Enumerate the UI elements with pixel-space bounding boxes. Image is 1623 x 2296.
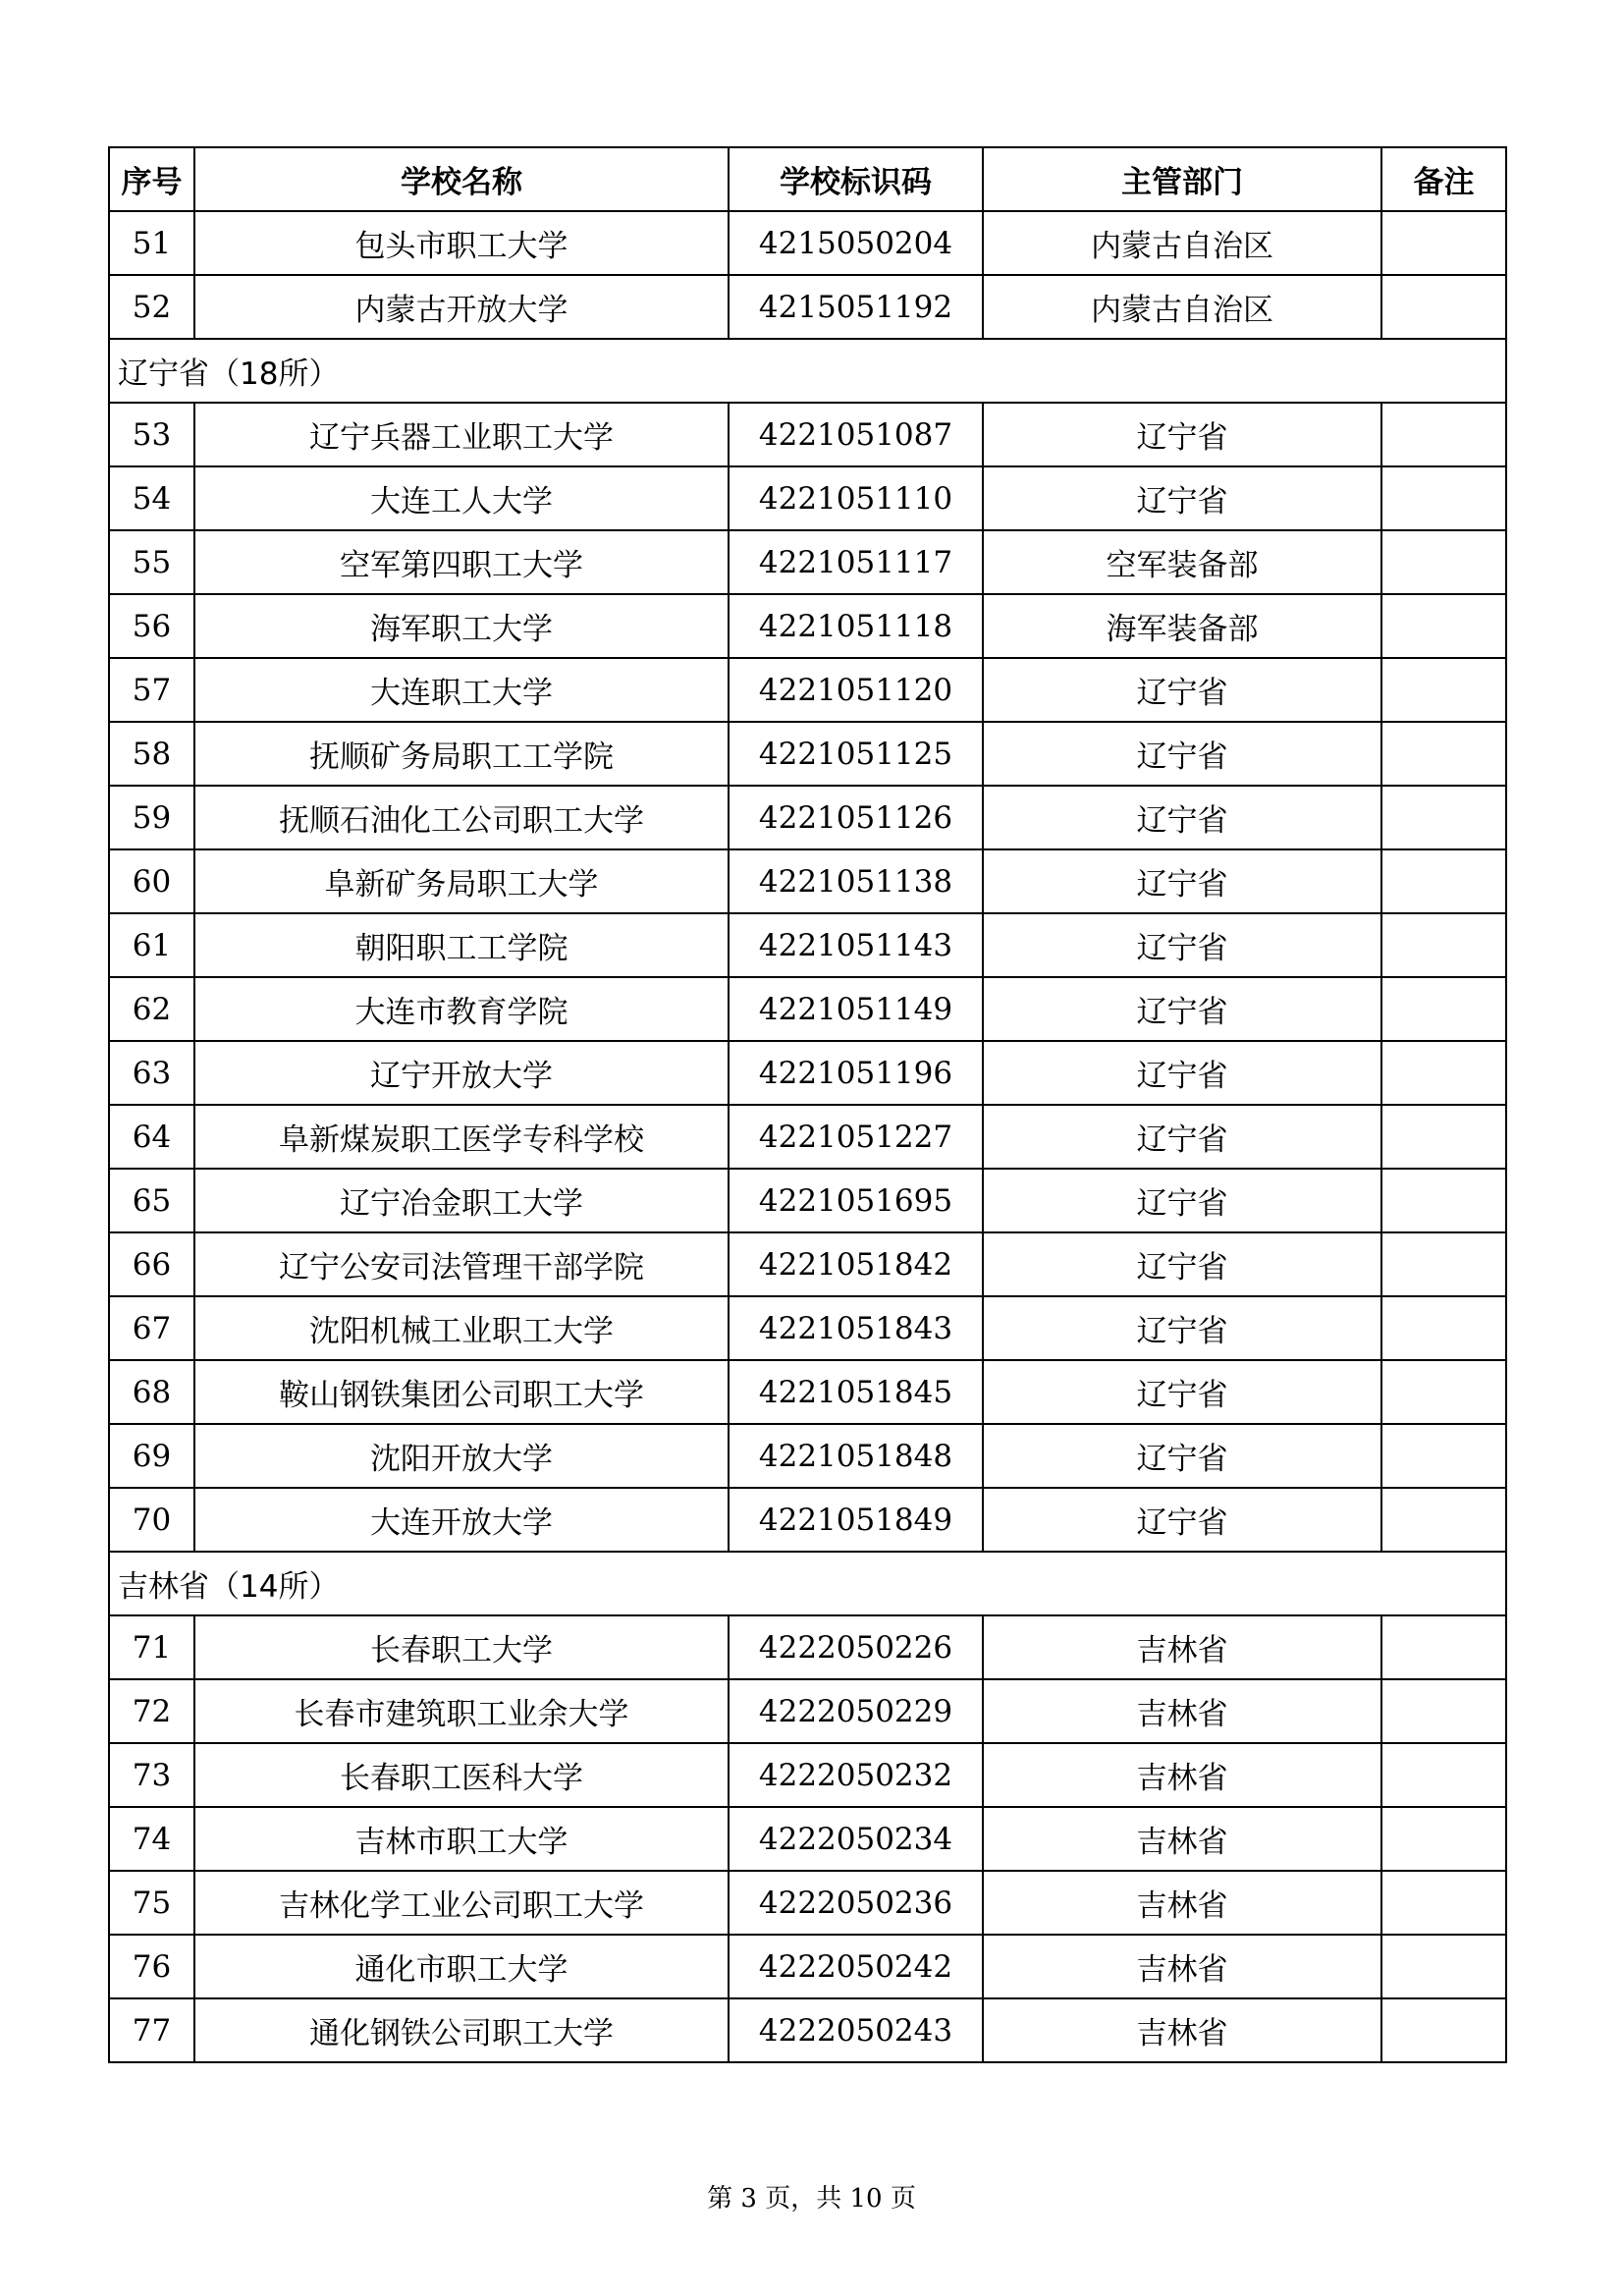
table-body	[109, 211, 1506, 2062]
school-name-cell: 鞍山钢铁集团公司职工大学	[194, 1360, 729, 1424]
seq-cell: 53	[109, 403, 194, 466]
remarks-cell	[1381, 1360, 1506, 1424]
seq-cell: 68	[109, 1360, 194, 1424]
header-department: 主管部门	[983, 147, 1381, 211]
department-cell: 吉林省	[983, 1679, 1381, 1743]
school-code-cell: 4222050234	[729, 1807, 983, 1871]
remarks-cell	[1381, 1615, 1506, 1679]
table-row	[109, 1424, 1506, 1488]
school-list-table	[108, 146, 1507, 2063]
school-code-cell: 4221051120	[729, 658, 983, 722]
section-label: 吉林省（14所）	[109, 1552, 1506, 1615]
department-cell: 空军装备部	[983, 530, 1381, 594]
seq-cell: 58	[109, 722, 194, 786]
school-name-cell: 吉林化学工业公司职工大学	[194, 1871, 729, 1935]
department-cell: 辽宁省	[983, 1041, 1381, 1105]
department-cell: 内蒙古自治区	[983, 275, 1381, 339]
school-name-cell: 辽宁兵器工业职工大学	[194, 403, 729, 466]
school-name-cell: 阜新矿务局职工大学	[194, 849, 729, 913]
seq-cell: 60	[109, 849, 194, 913]
seq-cell: 66	[109, 1232, 194, 1296]
department-cell: 吉林省	[983, 1998, 1381, 2062]
remarks-cell	[1381, 786, 1506, 849]
department-cell: 辽宁省	[983, 1360, 1381, 1424]
seq-cell: 75	[109, 1871, 194, 1935]
seq-cell: 61	[109, 913, 194, 977]
department-cell: 辽宁省	[983, 913, 1381, 977]
table-row	[109, 913, 1506, 977]
school-code-cell: 4221051845	[729, 1360, 983, 1424]
department-cell: 吉林省	[983, 1871, 1381, 1935]
table-row	[109, 1935, 1506, 1998]
school-code-cell: 4221051087	[729, 403, 983, 466]
table-row	[109, 1488, 1506, 1552]
school-name-cell: 沈阳开放大学	[194, 1424, 729, 1488]
table-row	[109, 275, 1506, 339]
department-cell: 辽宁省	[983, 658, 1381, 722]
school-code-cell: 4221051143	[729, 913, 983, 977]
school-code-cell: 4221051126	[729, 786, 983, 849]
school-code-cell: 4221051695	[729, 1169, 983, 1232]
seq-cell: 55	[109, 530, 194, 594]
school-code-cell: 4222050226	[729, 1615, 983, 1679]
department-cell: 辽宁省	[983, 1232, 1381, 1296]
table-row	[109, 1743, 1506, 1807]
school-name-cell: 大连开放大学	[194, 1488, 729, 1552]
department-cell: 辽宁省	[983, 1105, 1381, 1169]
school-code-cell: 4222050229	[729, 1679, 983, 1743]
department-cell: 辽宁省	[983, 1169, 1381, 1232]
remarks-cell	[1381, 1424, 1506, 1488]
school-name-cell: 空军第四职工大学	[194, 530, 729, 594]
school-name-cell: 大连市教育学院	[194, 977, 729, 1041]
remarks-cell	[1381, 1296, 1506, 1360]
seq-cell: 63	[109, 1041, 194, 1105]
school-name-cell: 通化市职工大学	[194, 1935, 729, 1998]
page-footer: 第 3 页，共 10 页	[707, 2184, 916, 2214]
seq-cell: 62	[109, 977, 194, 1041]
school-code-cell: 4221051849	[729, 1488, 983, 1552]
remarks-cell	[1381, 211, 1506, 275]
table-row	[109, 1169, 1506, 1232]
remarks-cell	[1381, 1679, 1506, 1743]
table-row	[109, 403, 1506, 466]
school-code-cell: 4221051842	[729, 1232, 983, 1296]
header-remarks: 备注	[1381, 147, 1506, 211]
school-name-cell: 长春市建筑职工业余大学	[194, 1679, 729, 1743]
header-school-name: 学校名称	[194, 147, 729, 211]
department-cell: 辽宁省	[983, 1296, 1381, 1360]
seq-cell: 67	[109, 1296, 194, 1360]
school-name-cell: 包头市职工大学	[194, 211, 729, 275]
seq-cell: 59	[109, 786, 194, 849]
table-row	[109, 1360, 1506, 1424]
seq-cell: 52	[109, 275, 194, 339]
table-row	[109, 1296, 1506, 1360]
table-row	[109, 977, 1506, 1041]
department-cell: 辽宁省	[983, 466, 1381, 530]
section-row	[109, 1552, 1506, 1615]
table-row	[109, 722, 1506, 786]
table-row	[109, 1232, 1506, 1296]
school-code-cell: 4221051149	[729, 977, 983, 1041]
school-name-cell: 阜新煤炭职工医学专科学校	[194, 1105, 729, 1169]
department-cell: 辽宁省	[983, 786, 1381, 849]
section-label: 辽宁省（18所）	[109, 339, 1506, 403]
school-code-cell: 4222050236	[729, 1871, 983, 1935]
school-name-cell: 内蒙古开放大学	[194, 275, 729, 339]
table-row	[109, 1041, 1506, 1105]
school-code-cell: 4221051117	[729, 530, 983, 594]
section-row	[109, 339, 1506, 403]
department-cell: 海军装备部	[983, 594, 1381, 658]
school-code-cell: 4221051125	[729, 722, 983, 786]
school-code-cell: 4222050242	[729, 1935, 983, 1998]
school-name-cell: 海军职工大学	[194, 594, 729, 658]
header-seq: 序号	[109, 147, 194, 211]
remarks-cell	[1381, 1041, 1506, 1105]
table-row	[109, 594, 1506, 658]
table-row	[109, 211, 1506, 275]
school-code-cell: 4221051843	[729, 1296, 983, 1360]
school-name-cell: 抚顺石油化工公司职工大学	[194, 786, 729, 849]
table-row	[109, 1105, 1506, 1169]
school-name-cell: 沈阳机械工业职工大学	[194, 1296, 729, 1360]
department-cell: 辽宁省	[983, 1488, 1381, 1552]
school-name-cell: 吉林市职工大学	[194, 1807, 729, 1871]
table-row	[109, 658, 1506, 722]
table-row	[109, 466, 1506, 530]
school-code-cell: 4222050232	[729, 1743, 983, 1807]
department-cell: 吉林省	[983, 1615, 1381, 1679]
remarks-cell	[1381, 658, 1506, 722]
remarks-cell	[1381, 594, 1506, 658]
header-row	[109, 147, 1506, 211]
school-code-cell: 4221051227	[729, 1105, 983, 1169]
school-code-cell: 4221051118	[729, 594, 983, 658]
department-cell: 辽宁省	[983, 849, 1381, 913]
remarks-cell	[1381, 977, 1506, 1041]
table-row	[109, 1615, 1506, 1679]
school-code-cell: 4221051196	[729, 1041, 983, 1105]
seq-cell: 71	[109, 1615, 194, 1679]
department-cell: 吉林省	[983, 1743, 1381, 1807]
table-row	[109, 786, 1506, 849]
seq-cell: 51	[109, 211, 194, 275]
department-cell: 吉林省	[983, 1935, 1381, 1998]
school-code-cell: 4221051110	[729, 466, 983, 530]
school-code-cell: 4215051192	[729, 275, 983, 339]
seq-cell: 77	[109, 1998, 194, 2062]
seq-cell: 69	[109, 1424, 194, 1488]
remarks-cell	[1381, 1935, 1506, 1998]
remarks-cell	[1381, 1743, 1506, 1807]
school-name-cell: 大连工人大学	[194, 466, 729, 530]
seq-cell: 65	[109, 1169, 194, 1232]
remarks-cell	[1381, 1232, 1506, 1296]
school-name-cell: 长春职工大学	[194, 1615, 729, 1679]
table-row	[109, 1679, 1506, 1743]
seq-cell: 54	[109, 466, 194, 530]
remarks-cell	[1381, 913, 1506, 977]
remarks-cell	[1381, 530, 1506, 594]
seq-cell: 74	[109, 1807, 194, 1871]
table-row	[109, 530, 1506, 594]
school-name-cell: 辽宁冶金职工大学	[194, 1169, 729, 1232]
remarks-cell	[1381, 1998, 1506, 2062]
school-code-cell: 4215050204	[729, 211, 983, 275]
seq-cell: 64	[109, 1105, 194, 1169]
seq-cell: 70	[109, 1488, 194, 1552]
remarks-cell	[1381, 403, 1506, 466]
remarks-cell	[1381, 1807, 1506, 1871]
seq-cell: 73	[109, 1743, 194, 1807]
department-cell: 内蒙古自治区	[983, 211, 1381, 275]
table-row	[109, 1807, 1506, 1871]
table-row	[109, 1871, 1506, 1935]
school-name-cell: 通化钢铁公司职工大学	[194, 1998, 729, 2062]
seq-cell: 72	[109, 1679, 194, 1743]
department-cell: 辽宁省	[983, 403, 1381, 466]
table-row	[109, 849, 1506, 913]
school-code-cell: 4221051138	[729, 849, 983, 913]
remarks-cell	[1381, 466, 1506, 530]
remarks-cell	[1381, 275, 1506, 339]
seq-cell: 76	[109, 1935, 194, 1998]
remarks-cell	[1381, 1488, 1506, 1552]
school-code-cell: 4221051848	[729, 1424, 983, 1488]
school-name-cell: 大连职工大学	[194, 658, 729, 722]
remarks-cell	[1381, 849, 1506, 913]
school-code-cell: 4222050243	[729, 1998, 983, 2062]
department-cell: 吉林省	[983, 1807, 1381, 1871]
remarks-cell	[1381, 1105, 1506, 1169]
department-cell: 辽宁省	[983, 977, 1381, 1041]
school-name-cell: 辽宁开放大学	[194, 1041, 729, 1105]
seq-cell: 56	[109, 594, 194, 658]
seq-cell: 57	[109, 658, 194, 722]
school-name-cell: 朝阳职工工学院	[194, 913, 729, 977]
header-school-code: 学校标识码	[729, 147, 983, 211]
remarks-cell	[1381, 1871, 1506, 1935]
remarks-cell	[1381, 1169, 1506, 1232]
department-cell: 辽宁省	[983, 722, 1381, 786]
school-name-cell: 长春职工医科大学	[194, 1743, 729, 1807]
school-name-cell: 辽宁公安司法管理干部学院	[194, 1232, 729, 1296]
table-row	[109, 1998, 1506, 2062]
school-name-cell: 抚顺矿务局职工工学院	[194, 722, 729, 786]
remarks-cell	[1381, 722, 1506, 786]
department-cell: 辽宁省	[983, 1424, 1381, 1488]
